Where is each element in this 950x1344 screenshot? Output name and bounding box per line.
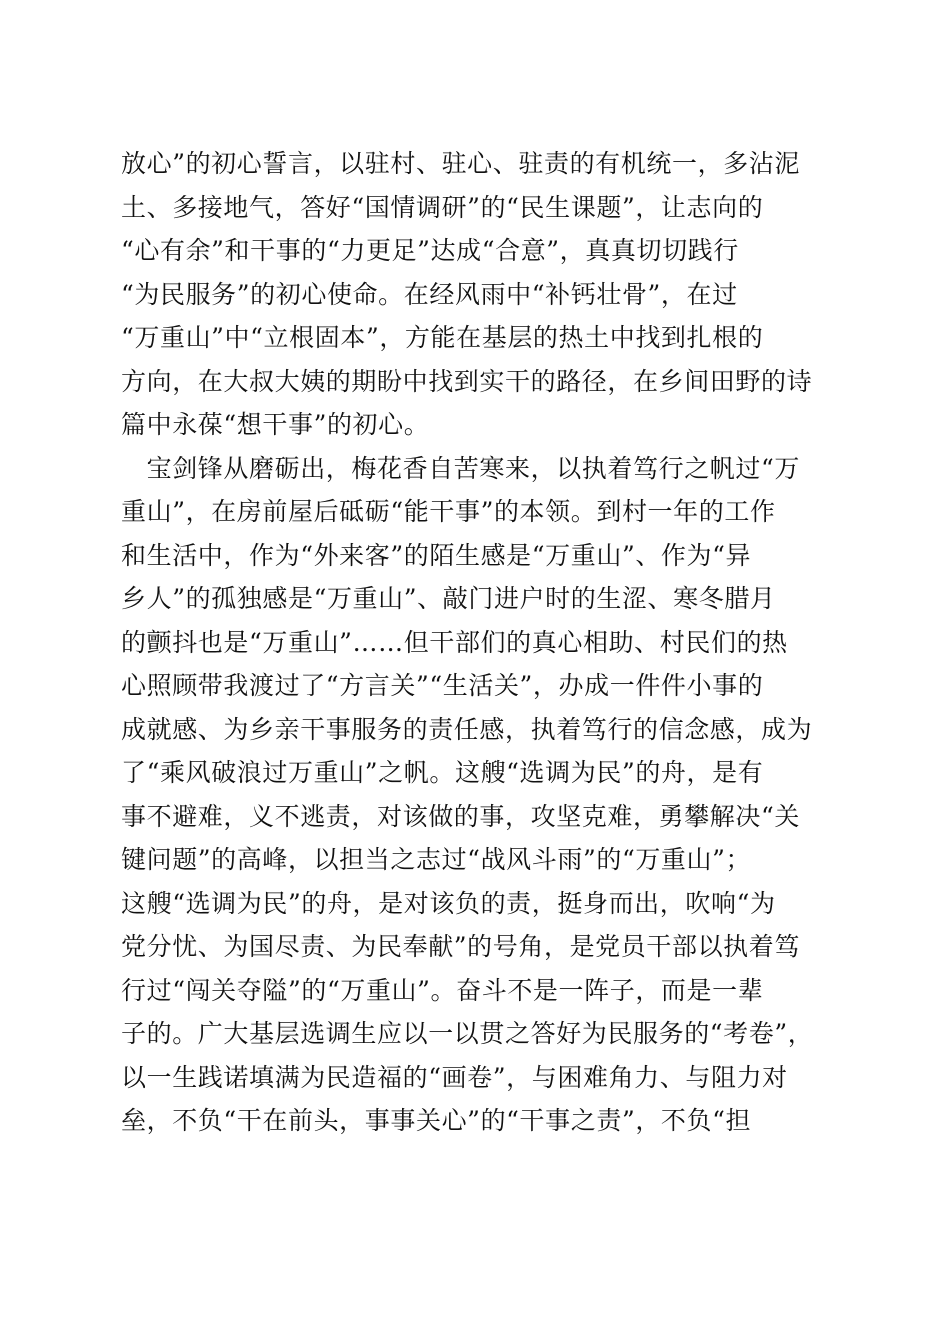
text-line: 宝剑锋从磨砺出，梅花香自苦寒来，以执着笃行之帆过“万 (121, 453, 800, 483)
text-line: 子的。广大基层选调生应以一以贯之答好为民服务的“考卷”， (121, 1019, 814, 1048)
text-line: 篇中永葆“想干事”的初心。 (121, 410, 430, 439)
text-line: 方向，在大叔大姨的期盼中找到实干的路径，在乡间田野的诗 (121, 366, 813, 396)
text-line: 事不避难，义不逃责，对该做的事，攻坚克难，勇攀解决“关 (121, 801, 800, 831)
text-line: 重山”，在房前屋后砥砺“能干事”的本领。到村一年的工作 (121, 497, 776, 526)
text-line: 和生活中，作为“外来客”的陌生感是“万重山”、作为“异 (121, 540, 752, 570)
text-line: 心照顾带我渡过了“方言关”“生活关”，办成一件件小事的 (121, 671, 764, 700)
text-line: 的颤抖也是“万重山”……但干部们的真心相助、村民们的热 (121, 627, 788, 657)
text-line: “心有余”和干事的“力更足”达成“合意”，真真切切践行 (121, 236, 739, 265)
text-line: 了“乘风破浪过万重山”之帆。这艘“选调为民”的舟，是有 (121, 758, 764, 787)
text-line: 党分忧、为国尽责、为民奉献”的号角，是党员干部以执着笃 (121, 932, 800, 961)
document-body (121, 142, 826, 1143)
text-line: 行过“闯关夺隘”的“万重山”。奋斗不是一阵子，而是一辈 (121, 975, 764, 1005)
text-line: 土、多接地气，答好“国情调研”的“民生课题”，让志向的 (121, 192, 764, 222)
text-line: 乡人”的孤独感是“万重山”、敲门进户时的生涩、寒冬腊月 (121, 584, 776, 613)
text-line: 这艘“选调为民”的舟，是对该负的责，挺身而出，吹响“为 (121, 888, 776, 918)
text-line: 键问题”的高峰，以担当之志过“战风斗雨”的“万重山”； (121, 845, 752, 874)
text-line: “万重山”中“立根固本”，方能在基层的热土中找到扎根的 (121, 323, 764, 352)
text-line: 垒，不负“干在前头，事事关心”的“干事之责”，不负“担 (121, 1106, 752, 1135)
text-line: 以一生践诺填满为民造福的“画卷”，与困难角力、与阻力对 (121, 1062, 788, 1092)
text-line: “为民服务”的初心使命。在经风雨中“补钙壮骨”，在过 (121, 279, 738, 309)
text-line: 成就感、为乡亲干事服务的责任感，执着笃行的信念感，成为 (121, 714, 813, 744)
text-line: 放心”的初心誓言，以驻村、驻心、驻责的有机统一，多沾泥 (121, 149, 800, 178)
